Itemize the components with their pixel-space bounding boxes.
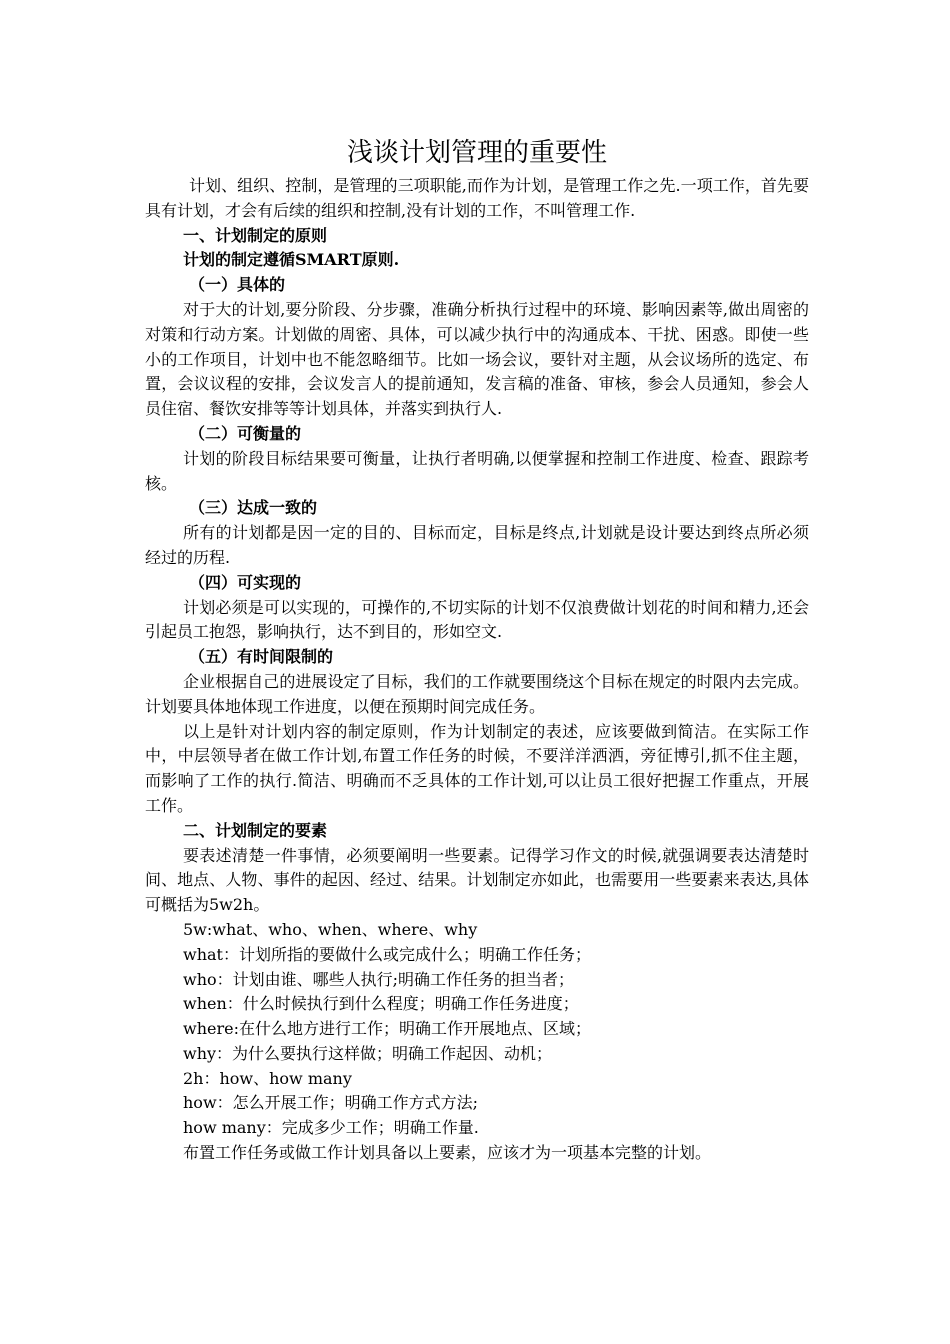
principle-text-timebound: 企业根据自己的进展设定了目标，我们的工作就要围绕这个目标在规定的时限内去完成。计划要具体地体现工作进度，以便在预期时间完成任务。 <box>145 671 809 716</box>
principle-text-achievable: 计划必须是可以实现的，可操作的,不切实际的计划不仅浪费做计划花的时间和精力,还会引起员工抱怨，影响执行，达不到目的，形如空文. <box>145 597 809 642</box>
principle-heading-measurable: （二）可衡量的 <box>189 423 302 443</box>
element-line: when：什么时候执行到什么程度；明确工作任务进度； <box>183 994 579 1014</box>
element-line: how：怎么开展工作；明确工作方式方法; <box>183 1093 479 1113</box>
intro-paragraph: 计划、组织、控制，是管理的三项职能,而作为计划，是管理工作之先.一项工作，首先要具有计划，才会有后续的组织和控制,没有计划的工作，不叫管理工作. <box>145 176 809 220</box>
principle-text-agreed: 所有的计划都是因一定的目的、目标而定，目标是终点,计划就是设计要达到终点所必须经过的历程. <box>145 523 809 567</box>
element-line: how many：完成多少工作；明确工作量. <box>183 1118 479 1138</box>
section-heading-principles: 一、计划制定的原则 <box>183 225 328 245</box>
element-line: why：为什么要执行这样做；明确工作起因、动机； <box>183 1043 553 1063</box>
principles-summary: 以上是针对计划内容的制定原则，作为计划制定的表述，应该要做到简洁。在实际工作中，中层领导者在做工作计划,布置工作任务的时候，不要洋洋洒洒，旁征博引,抓不住主题，而影响了工作的执行.简洁、明确而不乏具体的工作计划,可以让员工很好把握工作重点，开展工作。 <box>145 721 809 815</box>
smart-subheading: 计划的制定遵循SMART原则. <box>183 250 400 270</box>
document-body <box>145 136 809 1166</box>
principle-heading-timebound: （五）有时间限制的 <box>189 647 334 667</box>
element-line: who：计划由谁、哪些人执行;明确工作任务的担当者； <box>183 969 575 989</box>
principle-text-specific: 对于大的计划,要分阶段、分步骤，准确分析执行过程中的环境、影响因素等,做出周密的对策和行动方案。计划做的周密、具体，可以减少执行中的沟通成本、干扰、困惑。即使一些小的工作项目，计划中也不能忽略细节。比如一场会议，要针对主题，从会议场所的选定、布置，会议议程的安排，会议发言人的提前通知，发言稿的准备、审核，参会人员通知，参会人员住宿、餐饮安排等等计划具体，并落实到执行人. <box>145 299 809 419</box>
section-heading-elements: 二、计划制定的要素 <box>183 820 328 840</box>
element-line: where:在什么地方进行工作；明确工作开展地点、区域； <box>183 1019 591 1039</box>
element-line: what：计划所指的要做什么或完成什么；明确工作任务； <box>183 944 591 964</box>
principle-heading-achievable: （四）可实现的 <box>189 572 302 592</box>
principle-heading-specific: （一）具体的 <box>189 275 286 295</box>
element-line: 5w:what、who、when、where、why <box>183 919 478 939</box>
principle-heading-agreed: （三）达成一致的 <box>189 498 318 518</box>
element-line: 2h：how、how many <box>183 1068 352 1088</box>
principle-text-measurable: 计划的阶段目标结果要可衡量，让执行者明确,以便掌握和控制工作进度、检查、跟踪考核。 <box>145 448 809 493</box>
elements-intro: 要表述清楚一件事情，必须要阐明一些要素。记得学习作文的时候,就强调要表达清楚时间、地点、人物、事件的起因、经过、结果。计划制定亦如此，也需要用一些要素来表达,具体可概括为5w2h。 <box>145 845 809 915</box>
document-title: 浅谈计划管理的重要性 <box>346 138 607 168</box>
closing-line: 布置工作任务或做工作计划具备以上要素，应该才为一项基本完整的计划。 <box>183 1143 712 1163</box>
